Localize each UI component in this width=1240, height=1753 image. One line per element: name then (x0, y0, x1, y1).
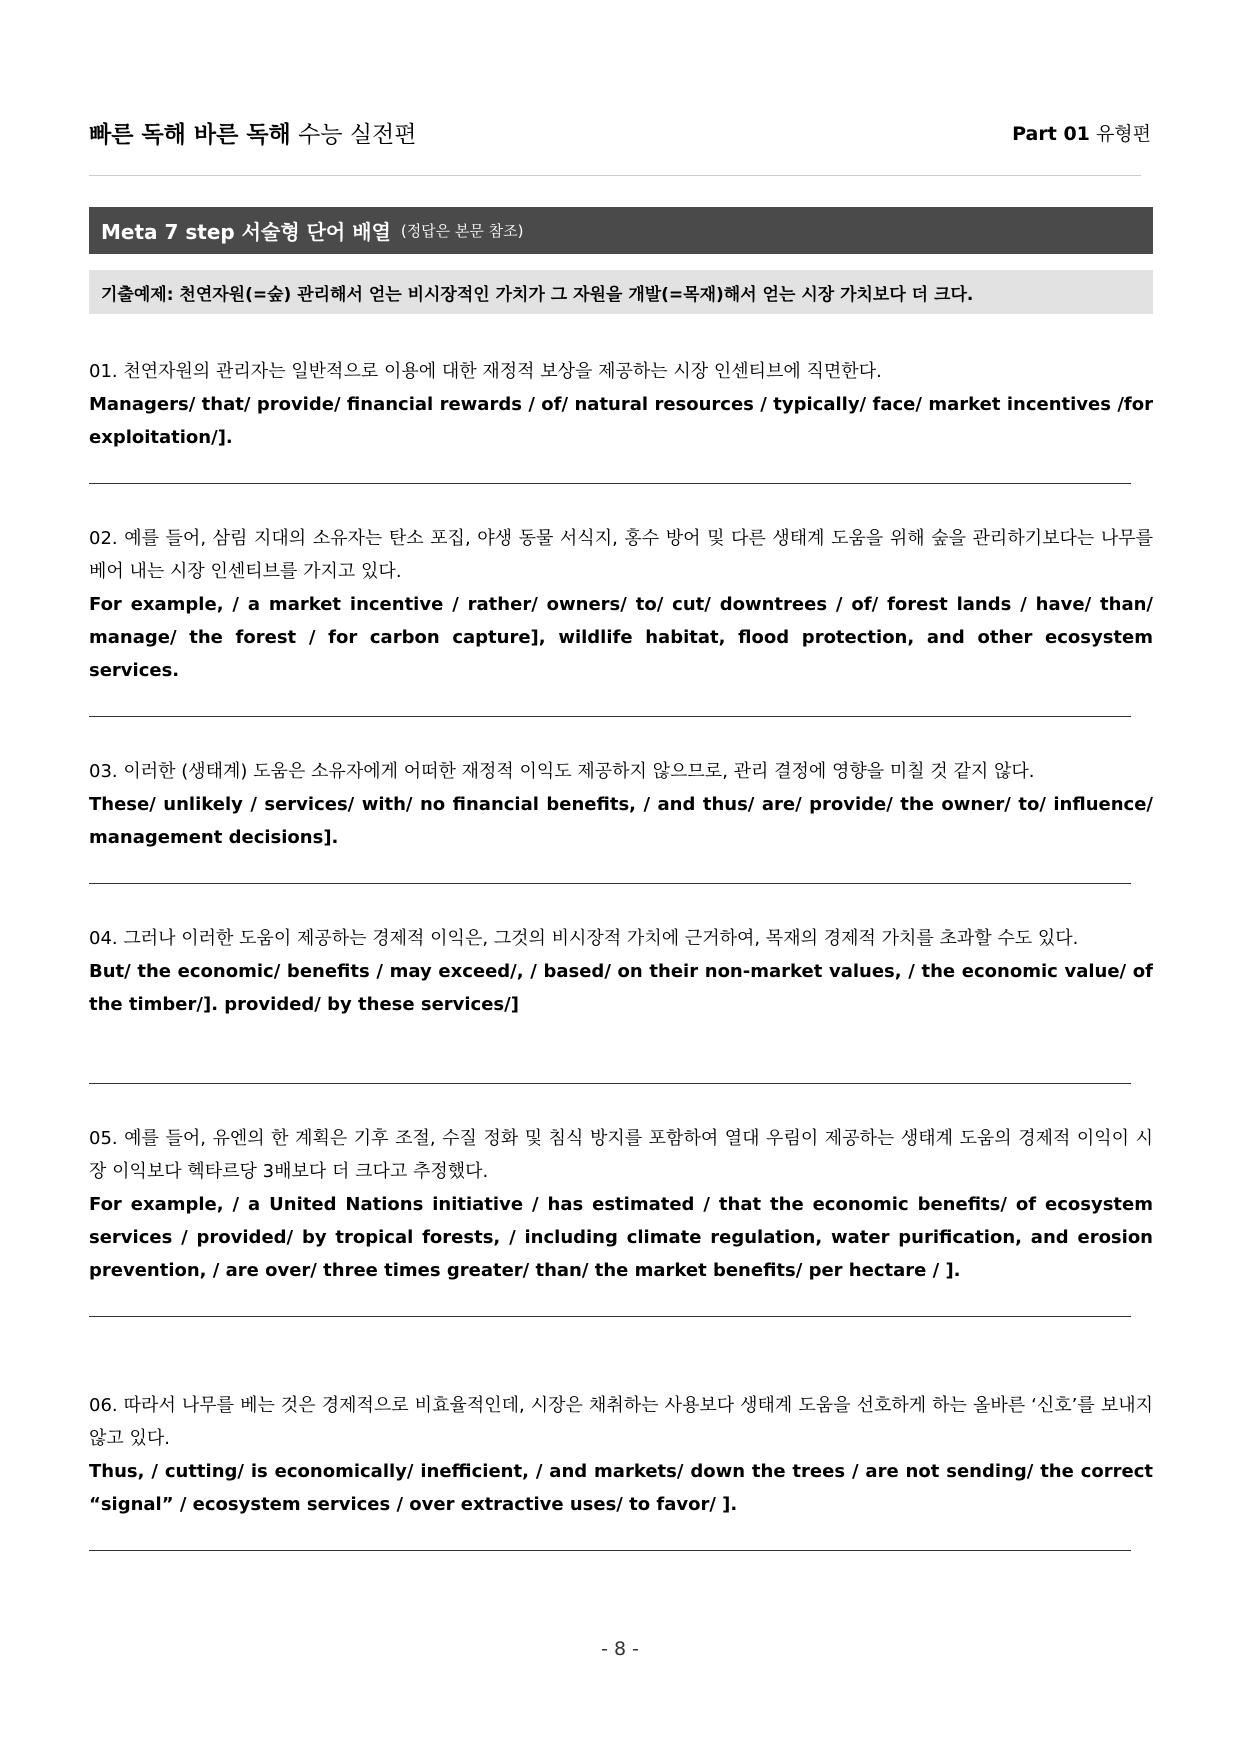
answer-line-06[interactable] (89, 1550, 1131, 1551)
exercise-item-05 (89, 1122, 1153, 1287)
exercise-item-03 (89, 755, 1153, 854)
answer-line-02[interactable] (89, 716, 1131, 717)
part-type: 유형편 (1095, 122, 1151, 145)
book-title (89, 116, 417, 149)
header-divider (89, 175, 1141, 176)
korean-sentence: 05. 예를 들어, 유엔의 한 계획은 기후 조절, 수질 정화 및 침식 방지를 포함하여 열대 우림이 제공하는 생태계 도움의 경제적 이익이 시장 이익보다 헥타르당 3배보다 더 크다고 추정했다. (89, 1128, 1153, 1182)
korean-sentence: 03. 이러한 (생태계) 도움은 소유자에게 어떠한 재정적 이익도 제공하지 않으므로, 관리 결정에 영향을 미칠 것 같지 않다. (89, 761, 1035, 782)
example-text: 기출예제: 천연자원(=숲) 관리해서 얻는 비시장적인 가치가 그 자원을 개발(=목재)해서 얻는 시장 가치보다 더 크다. (101, 284, 974, 305)
exercise-item-06 (89, 1389, 1153, 1521)
english-scrambled: Thus, / cutting/ is economically/ inefficient, / and markets/ down the trees / are not sending/ the correct “signal” / ecosystem services / over extractive uses/ to favor/ ]. (89, 1461, 1153, 1515)
korean-sentence: 01. 천연자원의 관리자는 일반적으로 이용에 대한 재정적 보상을 제공하는 시장 인센티브에 직면한다. (89, 361, 882, 382)
page-number: - 8 - (601, 1638, 639, 1660)
exercise-item-04 (89, 922, 1153, 1021)
book-title-bold: 빠른 독해 바른 독해 (89, 121, 291, 148)
part-number: Part 01 (1012, 122, 1090, 145)
section-title-bar (89, 207, 1153, 254)
answer-line-01[interactable] (89, 483, 1131, 484)
english-scrambled: These/ unlikely / services/ with/ no financial benefits, / and thus/ are/ provide/ the owner/ to/ influence/ management decisions]. (89, 794, 1153, 848)
english-scrambled: For example, / a United Nations initiative / has estimated / that the economic benefits/ of ecosystem services / provided/ by tropical forests, / including climate regulation, water purification, and erosion prevention, / are over/ three times greater/ than/ the market benefits/ per hectare / ]. (89, 1194, 1153, 1281)
korean-sentence: 04. 그러나 이러한 도움이 제공하는 경제적 이익은, 그것의 비시장적 가치에 근거하여, 목재의 경제적 가치를 초과할 수도 있다. (89, 928, 1079, 949)
answer-line-04[interactable] (89, 1083, 1131, 1084)
english-scrambled: For example, / a market incentive / rather/ owners/ to/ cut/ downtrees / of/ forest lands / have/ than/ manage/ the forest / for carbon capture], wildlife habitat, flood protection, and other ecosystem services. (89, 594, 1153, 681)
answer-line-05[interactable] (89, 1316, 1131, 1317)
answer-line-03[interactable] (89, 883, 1131, 884)
example-banner (89, 270, 1153, 314)
book-title-rest: 수능 실전편 (298, 121, 417, 148)
exercise-item-02 (89, 522, 1153, 687)
korean-sentence: 02. 예를 들어, 삼림 지대의 소유자는 탄소 포집, 야생 동물 서식지, 홍수 방어 및 다른 생태계 도움을 위해 숲을 관리하기보다는 나무를 베어 내는 시장 인센티브를 가지고 있다. (89, 528, 1153, 582)
part-label (1012, 119, 1151, 146)
page-header (89, 112, 1151, 152)
english-scrambled: Managers/ that/ provide/ financial rewards / of/ natural resources / typically/ face/ market incentives /for exploitation/]. (89, 394, 1153, 448)
section-title: Meta 7 step 서술형 단어 배열 (101, 220, 391, 244)
english-scrambled: But/ the economic/ benefits / may exceed/, / based/ on their non-market values, / the economic value/ of the timber/]. provided/ by these services/] (89, 961, 1153, 1015)
section-note: (정답은 본문 참조) (400, 222, 524, 240)
exercise-item-01 (89, 355, 1153, 454)
korean-sentence: 06. 따라서 나무를 베는 것은 경제적으로 비효율적인데, 시장은 채취하는 사용보다 생태계 도움을 선호하게 하는 올바른 ‘신호’를 보내지 않고 있다. (89, 1395, 1153, 1449)
